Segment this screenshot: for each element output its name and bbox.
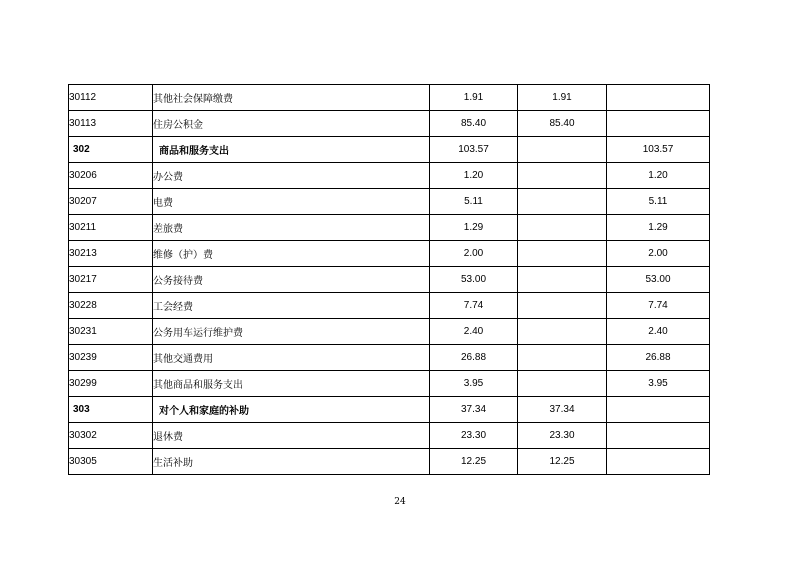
item-name-cell: 办公费 [153,163,430,189]
economic-code-cell: 30302 [69,423,153,449]
project-expenditure-cell: 2.00 [607,241,710,267]
project-expenditure-cell: 3.95 [607,371,710,397]
project-expenditure-cell: 2.40 [607,319,710,345]
page-number: 24 [394,497,406,507]
basic-expenditure-cell: 12.25 [518,449,607,475]
basic-expenditure-cell [518,137,607,163]
table-row [69,293,710,319]
total-amount-cell: 85.40 [430,111,518,137]
table-body [69,85,710,475]
total-amount-cell: 3.95 [430,371,518,397]
table-row [69,449,710,475]
table-row [69,423,710,449]
basic-expenditure-cell: 37.34 [518,397,607,423]
expenditure-table [68,84,710,475]
economic-code-cell: 30217 [69,267,153,293]
total-amount-cell: 1.29 [430,215,518,241]
project-expenditure-cell [607,111,710,137]
item-name-cell: 维修（护）费 [153,241,430,267]
basic-expenditure-cell [518,241,607,267]
economic-code-cell: 30305 [69,449,153,475]
project-expenditure-cell: 26.88 [607,345,710,371]
basic-expenditure-cell [518,267,607,293]
total-amount-cell: 23.30 [430,423,518,449]
table-row [69,319,710,345]
item-name-cell: 公务用车运行维护费 [153,319,430,345]
basic-expenditure-cell [518,163,607,189]
project-expenditure-cell: 103.57 [607,137,710,163]
table-row [69,241,710,267]
total-amount-cell: 103.57 [430,137,518,163]
item-name-cell: 住房公积金 [153,111,430,137]
project-expenditure-cell: 7.74 [607,293,710,319]
economic-code-cell: 30228 [69,293,153,319]
project-expenditure-cell [607,397,710,423]
table-row [69,163,710,189]
basic-expenditure-cell [518,293,607,319]
basic-expenditure-cell: 1.91 [518,85,607,111]
total-amount-cell: 1.20 [430,163,518,189]
item-name-cell: 对个人和家庭的补助 [153,397,430,423]
basic-expenditure-cell [518,371,607,397]
item-name-cell: 其他交通费用 [153,345,430,371]
table-row [69,85,710,111]
basic-expenditure-cell [518,215,607,241]
item-name-cell: 差旅费 [153,215,430,241]
item-name-cell: 商品和服务支出 [153,137,430,163]
total-amount-cell: 7.74 [430,293,518,319]
item-name-cell: 工会经费 [153,293,430,319]
economic-code-cell: 30207 [69,189,153,215]
table-row [69,189,710,215]
economic-code-cell: 30211 [69,215,153,241]
item-name-cell: 其他商品和服务支出 [153,371,430,397]
project-expenditure-cell: 1.20 [607,163,710,189]
total-amount-cell: 26.88 [430,345,518,371]
total-amount-cell: 53.00 [430,267,518,293]
table-row [69,111,710,137]
economic-code-cell: 30206 [69,163,153,189]
total-amount-cell: 2.00 [430,241,518,267]
basic-expenditure-cell: 85.40 [518,111,607,137]
economic-code-cell: 30231 [69,319,153,345]
table-row [69,267,710,293]
economic-code-cell: 30299 [69,371,153,397]
project-expenditure-cell [607,85,710,111]
total-amount-cell: 12.25 [430,449,518,475]
total-amount-cell: 2.40 [430,319,518,345]
economic-code-cell: 303 [69,397,153,423]
economic-code-cell: 30239 [69,345,153,371]
category-row [69,397,710,423]
basic-expenditure-cell [518,319,607,345]
total-amount-cell: 5.11 [430,189,518,215]
item-name-cell: 生活补助 [153,449,430,475]
total-amount-cell: 37.34 [430,397,518,423]
economic-code-cell: 30213 [69,241,153,267]
table-row [69,345,710,371]
item-name-cell: 公务接待费 [153,267,430,293]
project-expenditure-cell: 5.11 [607,189,710,215]
economic-code-cell: 302 [69,137,153,163]
item-name-cell: 其他社会保障缴费 [153,85,430,111]
project-expenditure-cell [607,423,710,449]
basic-expenditure-cell: 23.30 [518,423,607,449]
table-row [69,371,710,397]
project-expenditure-cell [607,449,710,475]
category-row [69,137,710,163]
item-name-cell: 电费 [153,189,430,215]
economic-code-cell: 30112 [69,85,153,111]
project-expenditure-cell: 1.29 [607,215,710,241]
project-expenditure-cell: 53.00 [607,267,710,293]
table-row [69,215,710,241]
item-name-cell: 退休费 [153,423,430,449]
total-amount-cell: 1.91 [430,85,518,111]
basic-expenditure-cell [518,345,607,371]
basic-expenditure-cell [518,189,607,215]
economic-code-cell: 30113 [69,111,153,137]
